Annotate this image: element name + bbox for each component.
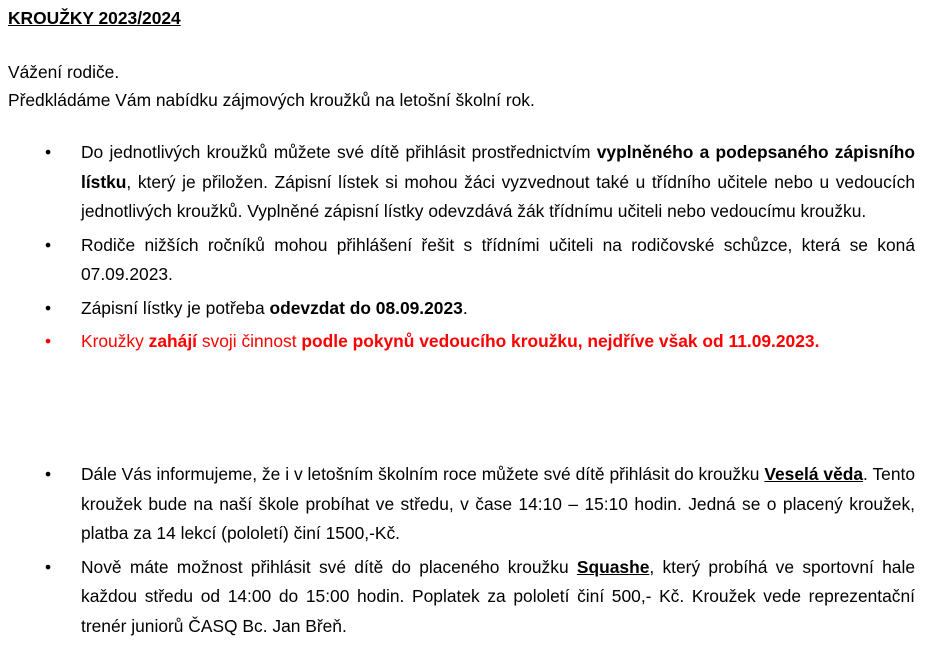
greeting-text: Vážení rodiče. — [8, 62, 120, 82]
info-list — [0, 138, 928, 361]
document-title: KROUŽKY 2023/2024 — [8, 8, 181, 28]
bullet-icon: • — [44, 297, 52, 318]
item-text: Rodiče nižších ročníků mohou přihlášení řešit s třídními učiteli na rodičovské schůzce, která se koná 07.09.2023. — [81, 234, 915, 284]
item-emphasis: vyplněného a podepsaného zápisního lístku — [81, 142, 915, 192]
item-emphasis: odevzdat do 08.09.2023 — [269, 297, 463, 318]
bullet-icon: • — [44, 142, 52, 162]
item-emphasis: zahájí — [148, 331, 197, 351]
paid-clubs-list — [0, 460, 928, 645]
list-item-parent-meeting — [0, 231, 915, 290]
intro-text: Předkládáme Vám nabídku zájmových kroužků na letošní školní rok. — [8, 90, 535, 110]
bullet-icon: • — [44, 556, 52, 577]
item-text: Kroužky — [81, 331, 149, 351]
item-text: , který probíhá ve sportovní hale každou středu od 14:00 do 15:00 hodin. Poplatek za pololetí činí 500,- Kč. Kroužek vede reprezentační trenér juniorů ČASQ Bc. Jan Břeň. — [81, 556, 915, 636]
list-item-deadline — [0, 294, 915, 324]
bullet-icon: • — [44, 234, 52, 255]
list-item-squash — [0, 553, 915, 642]
intro-block — [8, 58, 535, 114]
item-text: , který je přiložen. Zápisní lístek si mohou žáci vyzvednout také u třídního učitele nebo u vedoucích jednotlivých kroužků. Vyplněné zápisní lístky odevzdává žák třídnímu učiteli nebo vedoucímu kroužku. — [81, 171, 915, 221]
bullet-icon: • — [44, 464, 52, 484]
item-text: . — [462, 297, 468, 318]
item-text: svoji činnost — [196, 331, 302, 351]
item-text: Zápisní lístky je potřeba — [81, 297, 270, 318]
list-item-vesela-veda — [0, 460, 915, 549]
item-text: . Tento kroužek bude na naší škole probíhat ve středu, v čase 14:10 – 15:10 hodin. Jedná se o placený kroužek, platba za 14 lekcí (pololetí) činí 1500,-Kč. — [81, 464, 916, 543]
club-name-vesela-veda: Veselá věda — [764, 464, 864, 484]
list-item-enrollment — [0, 138, 915, 227]
item-text: Do jednotlivých kroužků můžete své dítě přihlásit prostřednictvím — [81, 142, 597, 162]
club-name-squash: Squashe — [576, 556, 650, 577]
item-text: Dále Vás informujeme, že i v letošním školním roce můžete své dítě přihlásit do kroužku — [81, 464, 765, 484]
item-text: Nově máte možnost přihlásit své dítě do placeného kroužku — [81, 556, 577, 577]
list-item-start-date — [0, 327, 915, 357]
bullet-icon: • — [44, 331, 52, 351]
item-emphasis: podle pokynů vedoucího kroužku, nejdříve však od 11.09.2023. — [301, 331, 820, 351]
